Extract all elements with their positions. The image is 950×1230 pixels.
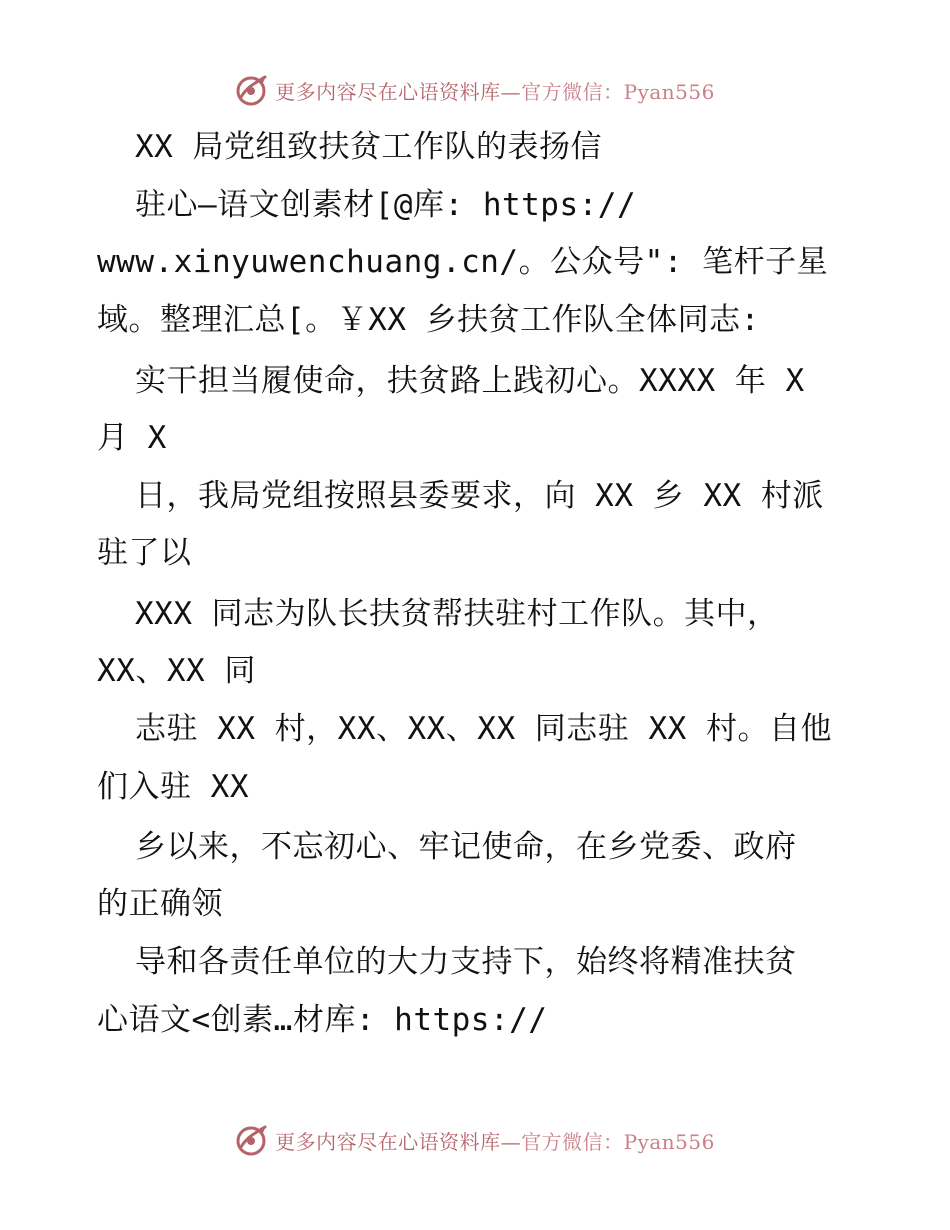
watermark-wechat-id: Pyan556 [623, 1129, 715, 1154]
header-watermark [0, 70, 950, 110]
brand-logo-icon [235, 73, 269, 107]
text-line: 实干担当履使命，扶贫路上践初心。XXXX 年 X [135, 363, 805, 399]
text-line: 志驻 XX 村，XX、XX、XX 同志驻 XX 村。自他 [135, 711, 832, 747]
text-line: 导和各责任单位的大力支持下，始终将精准扶贫 [135, 944, 797, 980]
text-line: XX、XX 同 [97, 653, 256, 689]
text-line: 驻心—语文创素材[@库: https:// [135, 187, 637, 223]
text-line: 域。整理汇总[。￥XX 乡扶贫工作队全体同志: [97, 302, 760, 338]
text-line: 日，我局党组按照县委要求，向 XX 乡 XX 村派 [135, 478, 824, 514]
watermark-separator: — [500, 1129, 522, 1154]
text-line: 驻了以 [97, 535, 192, 571]
watermark-wechat-label: 官方微信： [521, 79, 624, 104]
watermark-text [275, 1126, 715, 1155]
watermark-text [275, 76, 715, 105]
brand-logo-icon [235, 1123, 269, 1157]
text-line: 乡以来，不忘初心、牢记使命，在乡党委、政府 [135, 829, 797, 865]
watermark-separator: — [500, 79, 522, 104]
text-line: XXX 同志为队长扶贫帮扶驻村工作队。其中， [135, 596, 779, 632]
text-line: www.xinyuwenchuang.cn/。公众号": 笔杆子星 [97, 244, 829, 280]
text-line: 月 X [97, 420, 167, 456]
watermark-brand: 更多内容尽在心语资料库 [275, 79, 501, 104]
text-line: 们入驻 XX [97, 769, 249, 805]
text-line: 的正确领 [97, 886, 223, 922]
text-line: 心语文<创素…材库: https:// [97, 1002, 548, 1038]
watermark-wechat-label: 官方微信： [521, 1129, 624, 1154]
footer-watermark [0, 1120, 950, 1160]
document-title: XX 局党组致扶贫工作队的表扬信 [135, 129, 602, 165]
watermark-wechat-id: Pyan556 [623, 79, 715, 104]
watermark-brand: 更多内容尽在心语资料库 [275, 1129, 501, 1154]
